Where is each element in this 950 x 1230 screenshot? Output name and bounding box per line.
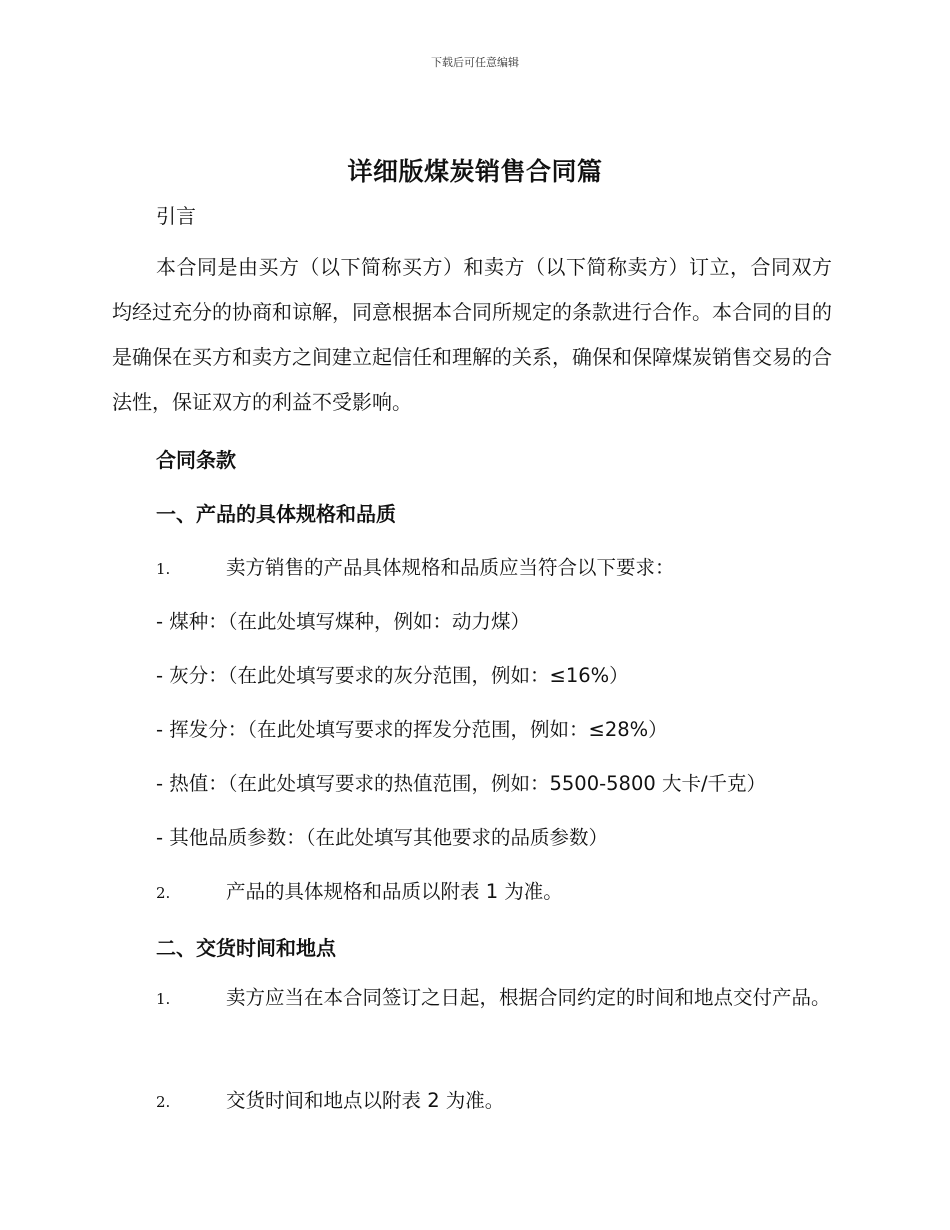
section2-item-1: [112, 975, 832, 1022]
intro-heading: 引言: [156, 204, 196, 228]
item-number: 2.: [156, 1093, 171, 1111]
document-title: 详细版煤炭销售合同篇: [347, 157, 603, 186]
item-number: 1.: [156, 990, 171, 1008]
item-text: 卖方销售的产品具体规格和品质应当符合以下要求：: [226, 556, 675, 579]
intro-paragraph: 本合同是由买方（以下简称买方）和卖方（以下简称卖方）订立，合同双方均经过充分的协商和谅解，同意根据本合同所规定的条款进行合作。本合同的目的是确保在买方和卖方之间建立起信任和理解的关系，确保和保障煤炭销售交易的合法性，保证双方的利益不受影响。: [112, 255, 832, 414]
section1-heading: 一、产品的具体规格和品质: [156, 502, 396, 526]
section1-item-2: [156, 876, 563, 904]
section2-item-2: [156, 1085, 504, 1113]
section2-heading: 二、交货时间和地点: [156, 936, 336, 960]
section1-item-1: [156, 552, 675, 580]
item-text: 产品的具体规格和品质以附表 1 为准。: [226, 880, 563, 903]
spec-line-heat-value: - 热值：（在此处填写要求的热值范围，例如：5500-5800 大卡/千克）: [156, 772, 767, 795]
item-number: 1.: [156, 560, 171, 578]
spec-line-ash: - 灰分：（在此处填写要求的灰分范围，例如：≤16%）: [156, 664, 629, 687]
terms-heading: 合同条款: [156, 448, 236, 472]
spec-line-other-params: - 其他品质参数：（在此处填写其他要求的品质参数）: [156, 826, 608, 849]
spec-line-coal-type: - 煤种：（在此处填写煤种，例如：动力煤）: [156, 610, 530, 633]
header-note: 下载后可任意编辑: [431, 56, 519, 69]
item-number: 2.: [156, 884, 171, 902]
item-text: 交货时间和地点以附表 2 为准。: [226, 1089, 505, 1112]
spec-line-volatile: - 挥发分：（在此处填写要求的挥发分范围，例如：≤28%）: [156, 718, 668, 741]
item-text: 卖方应当在本合同签订之日起，根据合同约定的时间和地点交付产品。: [226, 986, 831, 1009]
